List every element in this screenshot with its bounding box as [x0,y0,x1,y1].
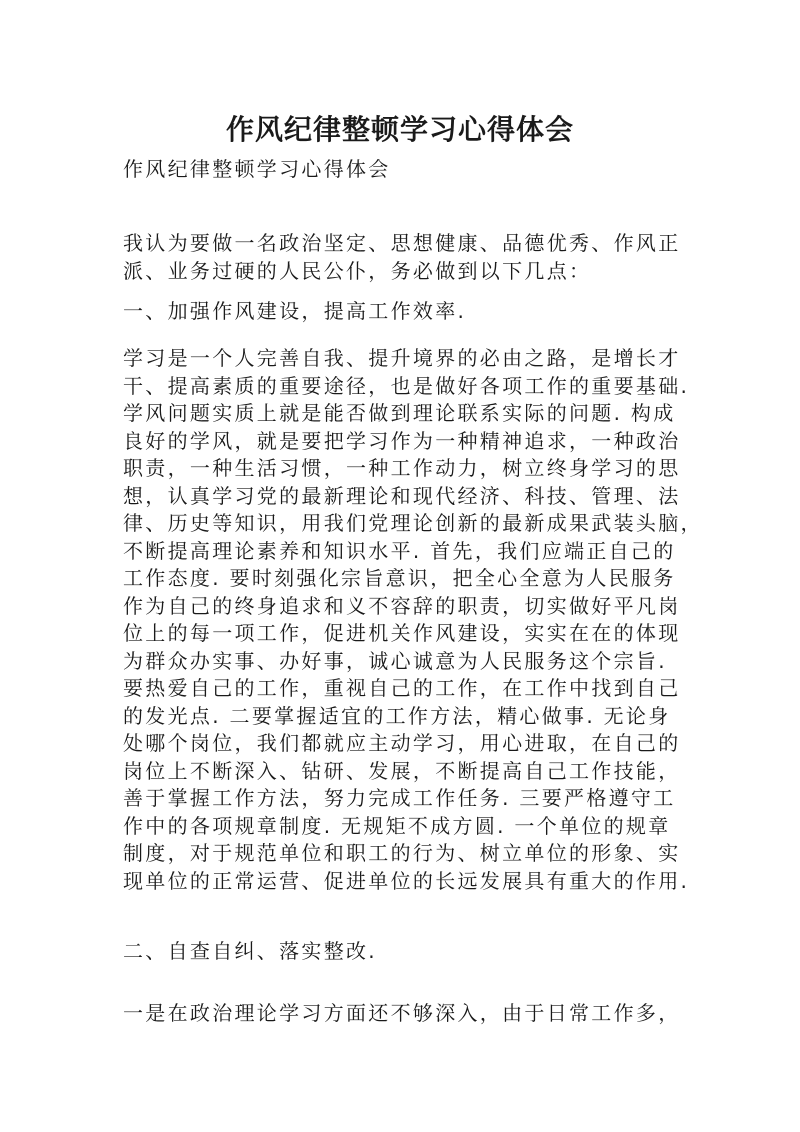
paragraph-line: 岗位上不断深入、钻研、发展，不断提高自己工作技能， [123,758,681,783]
paragraph-line: 制度，对于规范单位和职工的行为、树立单位的形象、实 [123,841,681,865]
section-heading-1: 一、加强作风建设，提高工作效率. [123,299,467,323]
paragraph-line: 的发光点. 二要掌握适宜的工作方法，精心做事. 无论身 [123,703,671,728]
paragraph-line: 处哪个岗位，我们都就应主动学习，用心进取，在自己的 [123,731,681,755]
document-title: 作风纪律整顿学习心得体会 [225,113,574,146]
paragraph-line: 良好的学风，就是要把学习作为一种精神追求，一种政治 [123,428,681,453]
paragraph-line: 职责，一种生活习惯，一种工作动力，树立终身学习的思 [123,456,681,480]
paragraph-line: 学习是一个人完善自我、提升境界的必由之路，是增长才 [123,346,681,370]
intro-paragraph [123,230,683,285]
paragraph-line: 善于掌握工作方法，努力完成工作任务. 三要严格遵守工 [123,786,676,810]
section-heading-2: 二、自查自纠、落实整改. [123,939,377,963]
paragraph-line: 作为自己的终身追求和义不容辞的职责，切实做好平凡岗 [123,593,681,618]
paragraph-line: 律、历史等知识，用我们党理论创新的最新成果武装头脑， [123,511,703,535]
paragraph-line: 干、提高素质的重要途径，也是做好各项工作的重要基础. [123,373,690,398]
paragraph-line: 现单位的正常运营、促进单位的长远发展具有重大的作用. [123,868,690,893]
paragraph-line: 为群众办实事、办好事，诚心诚意为人民服务这个宗旨. [123,648,667,673]
paragraph-line: 我认为要做一名政治坚定、思想健康、品德优秀、作风正 [123,231,681,255]
document-subtitle: 作风纪律整顿学习心得体会 [123,157,391,181]
section-1-paragraph [123,345,703,895]
paragraph-line: 派、业务过硬的人民公仆，务必做到以下几点： [123,258,592,283]
paragraph-line: 作中的各项规章制度. 无规矩不成方圆. 一个单位的规章 [123,813,671,838]
paragraph-line: 工作态度. 要时刻强化宗旨意识，把全心全意为人民服务 [123,566,676,590]
paragraph-line: 不断提高理论素养和知识水平. 首先，我们应端正自己的 [123,538,676,563]
section-2-paragraph [123,1000,683,1028]
paragraph-line: 学风问题实质上就是能否做到理论联系实际的问题. 构成 [123,401,676,425]
paragraph-line: 一是在政治理论学习方面还不够深入，由于日常工作多， [123,1001,681,1025]
paragraph-line: 想，认真学习党的最新理论和现代经济、科技、管理、法 [123,483,681,508]
paragraph-line: 要热爱自己的工作，重视自己的工作，在工作中找到自己 [123,676,681,700]
paragraph-line: 位上的每一项工作，促进机关作风建设，实实在在的体现 [123,621,681,645]
